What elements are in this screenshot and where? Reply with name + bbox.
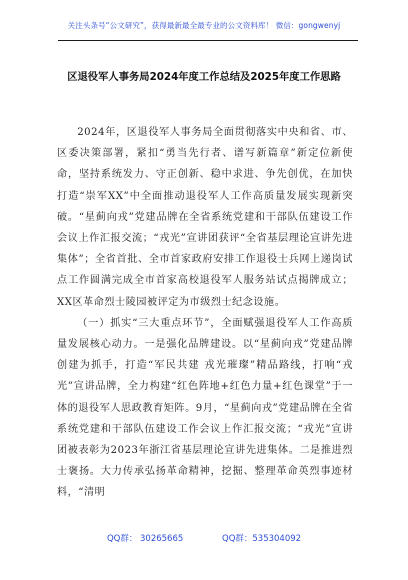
paragraph: （一）抓实“三大重点环节”，全面赋强退役军人工作高质量发展核心动力。一是强化品牌建设。以“星蓟向戎”党建品牌创建为抓手，打造“军民共建 戎光璀璨”精品路线，打响“戎光”宣讲品牌，全力构建“红色阵地+红色力量+红色课堂”于一体的退役军人思政教育矩阵。9月，“星蓟向戎”党建品牌在全省系统党建和干部队伍建设工作会议上作汇报交流；“戎光”宣讲团被表彰为2023年浙江省基层理论宣讲先进集体。二是推进烈士褒扬。大力传承弘扬革命精神，挖掘、整理革命英烈事迹材料，“清明: [57, 317, 353, 499]
header-divider: [58, 40, 358, 41]
footer-qq-group-2: QQ群：535304092: [222, 534, 302, 544]
document-body: [57, 122, 353, 504]
paragraph: 2024年，区退役军人事务局全面贯彻落实中央和省、市、区委决策部署，紧扣“勇当先行者、谱写新篇章”新定位新使命，坚持系统发力、守正创新、稳中求进、争先创优，在加快打造“崇军XX”中全面推动退役军人工作高质量发展实现新突破。“星蓟向戎”党建品牌在全省系统党建和干部队伍建设工作会议上作汇报交流；“戎光”宣讲团获评“全省基层理论宣讲先进集体”；全省首批、全市首家政府安排工作退役士兵网上递岗试点工作圆满完成全市首家高校退役军人服务站试点揭牌成立；XX区革命烈士陵园被评定为市级烈士纪念设施。: [57, 127, 353, 308]
document-title: 区退役军人事务局2024年度工作总结及2025年度工作思路: [67, 71, 341, 83]
footer-qq-group-1: QQ群： 30265665: [106, 534, 184, 544]
footer-qq-groups: [0, 532, 408, 544]
header-notice: 关注头条号“公文研究”，获得最新最全最专业的公文资料库！ 微信：gongwenyj: [67, 21, 341, 30]
